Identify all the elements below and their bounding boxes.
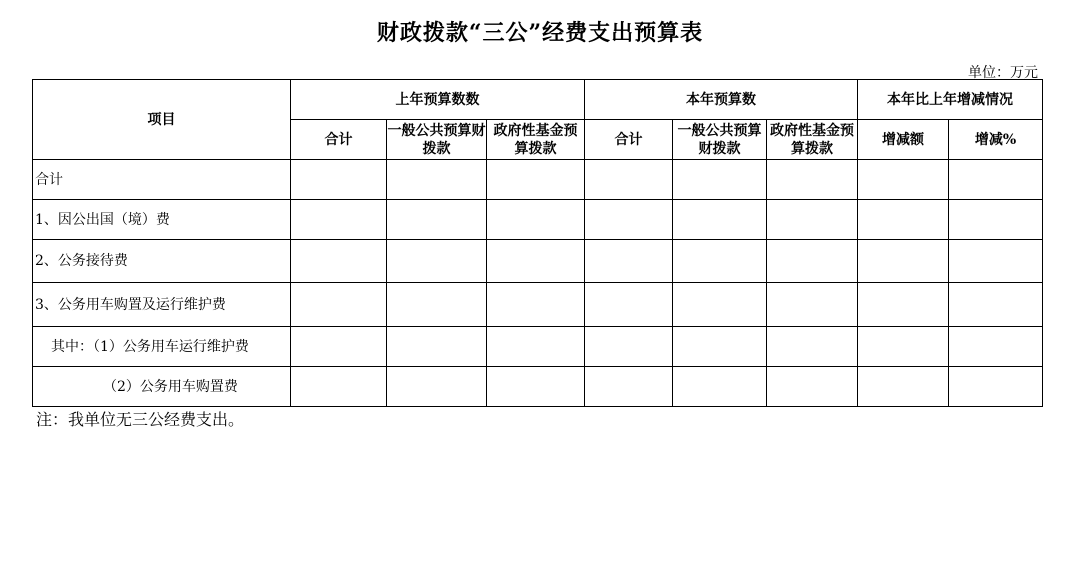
table-cell [858, 283, 949, 327]
header-curr-general: 一般公共预算财拨款 [673, 120, 767, 160]
header-curr-year: 本年预算数 [585, 80, 858, 120]
table-row [33, 200, 1043, 240]
table-cell [767, 200, 858, 240]
table-cell [949, 283, 1043, 327]
table-cell [949, 200, 1043, 240]
table-cell [673, 240, 767, 283]
table-row [33, 240, 1043, 283]
table-cell [673, 200, 767, 240]
table-cell [387, 160, 487, 200]
row-label: 合计 [33, 160, 291, 200]
header-prev-general: 一般公共预算财拨款 [387, 120, 487, 160]
table-cell [858, 200, 949, 240]
table-cell [387, 367, 487, 407]
table-cell [585, 200, 673, 240]
row-label: 1、因公出国（境）费 [33, 200, 291, 240]
table-cell [585, 240, 673, 283]
table-cell [949, 240, 1043, 283]
footnote: 注：我单位无三公经费支出。 [36, 410, 245, 429]
table-row [33, 367, 1043, 407]
table-cell [291, 200, 387, 240]
header-change-percent: 增减% [949, 120, 1043, 160]
row-label: 3、公务用车购置及运行维护费 [33, 283, 291, 327]
table-cell [585, 283, 673, 327]
table-cell [858, 367, 949, 407]
table-cell [487, 240, 585, 283]
table-cell [487, 200, 585, 240]
table-cell [949, 367, 1043, 407]
table-cell [673, 160, 767, 200]
header-curr-fund: 政府性基金预算拨款 [767, 120, 858, 160]
table-cell [487, 327, 585, 367]
table-cell [858, 160, 949, 200]
table-row [33, 283, 1043, 327]
table-cell [767, 160, 858, 200]
table-cell [767, 283, 858, 327]
table-cell [767, 327, 858, 367]
table-cell [291, 367, 387, 407]
header-prev-fund: 政府性基金预算拨款 [487, 120, 585, 160]
table-cell [387, 283, 487, 327]
table-cell [949, 327, 1043, 367]
table-cell [291, 283, 387, 327]
header-prev-year: 上年预算数数 [291, 80, 585, 120]
table-cell [387, 327, 487, 367]
page-title: 财政拨款“三公”经费支出预算表 [376, 20, 704, 46]
header-change-amount: 增减额 [858, 120, 949, 160]
header-item: 项目 [33, 80, 291, 160]
table-cell [858, 327, 949, 367]
table-cell [673, 327, 767, 367]
table-cell [487, 283, 585, 327]
table-row [33, 160, 1043, 200]
header-prev-total: 合计 [291, 120, 387, 160]
table-cell [291, 240, 387, 283]
table-cell [487, 160, 585, 200]
table-cell [387, 200, 487, 240]
table-cell [767, 240, 858, 283]
table-row [33, 327, 1043, 367]
table-cell [585, 367, 673, 407]
table-cell [673, 283, 767, 327]
row-label: 2、公务接待费 [33, 240, 291, 283]
table-cell [291, 327, 387, 367]
table-cell [858, 240, 949, 283]
table-cell [487, 367, 585, 407]
budget-table [32, 79, 1043, 407]
table-cell [291, 160, 387, 200]
header-curr-total: 合计 [585, 120, 673, 160]
table-cell [673, 367, 767, 407]
header-change: 本年比上年增减情况 [858, 80, 1043, 120]
table-cell [585, 327, 673, 367]
table-cell [767, 367, 858, 407]
table-cell [585, 160, 673, 200]
row-label: （2）公务用车购置费 [33, 367, 291, 407]
row-label: 其中：（1）公务用车运行维护费 [33, 327, 291, 367]
table-cell [387, 240, 487, 283]
table-cell [949, 160, 1043, 200]
unit-label: 单位：万元 [968, 65, 1038, 81]
